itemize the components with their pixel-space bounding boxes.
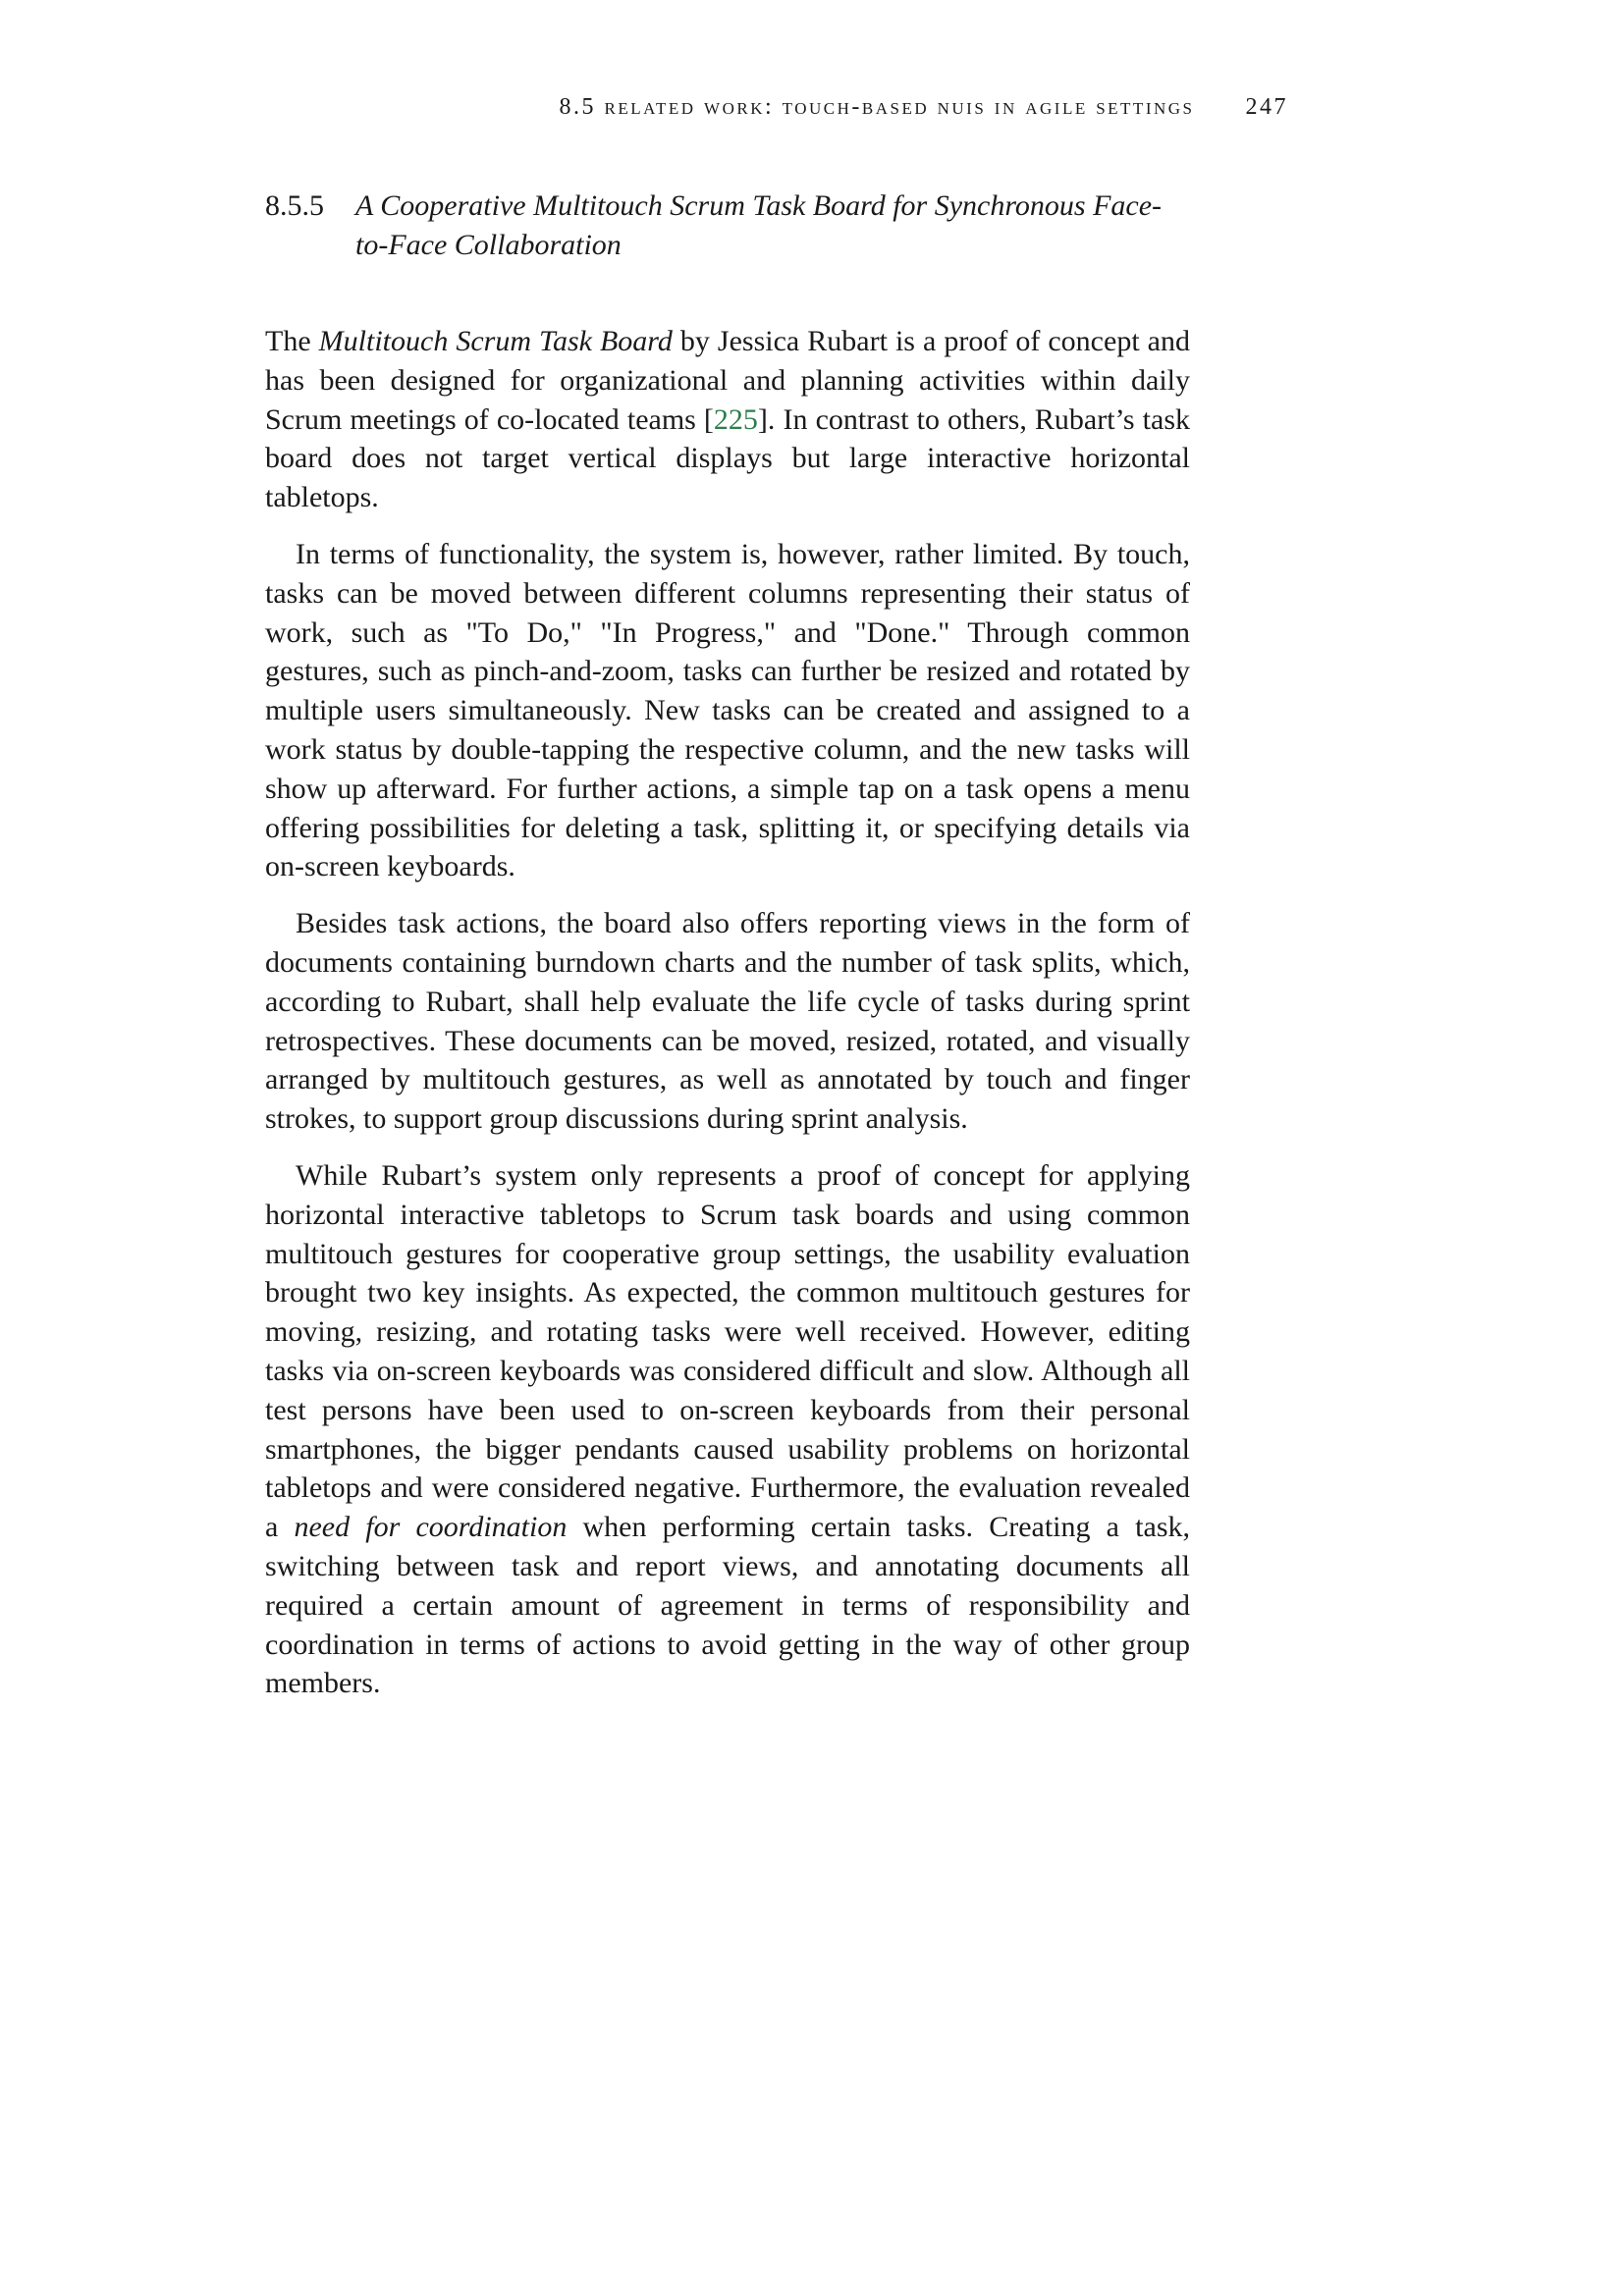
- section-heading: [265, 187, 1193, 265]
- body-text: [265, 322, 1190, 1721]
- paragraph-1: [265, 322, 1190, 517]
- paragraph-4: [265, 1156, 1190, 1703]
- coordination-emphasis: need for coordination: [294, 1511, 568, 1544]
- running-header: [0, 94, 1288, 121]
- paragraph-2: In terms of functionality, the system is, however, rather limited. By touch, tasks can be moved between different columns representing their status of work, such as "To Do," "In Progress," and "Done." Through common gestures, such as pinch-and-zoom, tasks can further be resized and rotated by multiple users simultaneously. New tasks can be created and assigned to a work status by double-tapping the respective column, and the new tasks will show up afterward. For further actions, a simple tap on a task opens a menu offering possibilities for deleting a task, splitting it, or specifying details via on-screen keyboards.: [265, 537, 1190, 883]
- paragraph-4-text-b: when performing certain tasks. Creating a task, switching between task and report views, and annotating documents all required a certain amount of agreement in terms of responsibility and coordination in terms of actions to avoid getting in the way of other group members.: [265, 1511, 1190, 1700]
- paragraph-1-text-b: by Jessica Rubart is a proof of concept and has been designed for organizational and planning activities within daily Scrum meetings of co-located teams [: [265, 325, 1190, 436]
- page-number: 247: [1245, 94, 1288, 120]
- paragraph-1-text-a: The: [265, 325, 319, 357]
- paragraph-3: Besides task actions, the board also offers reporting views in the form of documents containing burndown charts and the number of task splits, which, according to Rubart, shall help evaluate the life cycle of tasks during sprint retrospectives. These documents can be moved, resized, rotated, and visually arranged by multitouch gestures, as well as annotated by touch and finger strokes, to support group discussions during sprint analysis.: [265, 907, 1190, 1136]
- section-title: A Cooperative Multitouch Scrum Task Board for Synchronous Face-to-Face Collaboration: [355, 189, 1163, 261]
- section-number: 8.5.5: [265, 189, 324, 222]
- paragraph-1-text-c: ]. In contrast to others, Rubart’s task board does not target vertical displays but large interactive horizontal tabletops.: [265, 402, 1190, 514]
- running-header-section: 8.5 related work: touch-based nuis in agile settings: [559, 94, 1195, 120]
- citation-link[interactable]: 225: [713, 402, 758, 436]
- paragraph-4-text-a: While Rubart’s system only represents a proof of concept for applying horizontal interactive tabletops to Scrum task boards and using common multitouch gestures for cooperative group settings, the usability evaluation brought two key insights. As expected, the common multitouch gestures for moving, resizing, and rotating tasks were well received. However, editing tasks via on-screen keyboards was considered difficult and slow. Although all test persons have been used to on-screen keyboards from their personal smartphones, the bigger pendants caused usability problems on horizontal tabletops and were considered negative. Furthermore, the evaluation revealed a: [265, 1158, 1190, 1544]
- system-name-emphasis: Multitouch Scrum Task Board: [318, 325, 673, 357]
